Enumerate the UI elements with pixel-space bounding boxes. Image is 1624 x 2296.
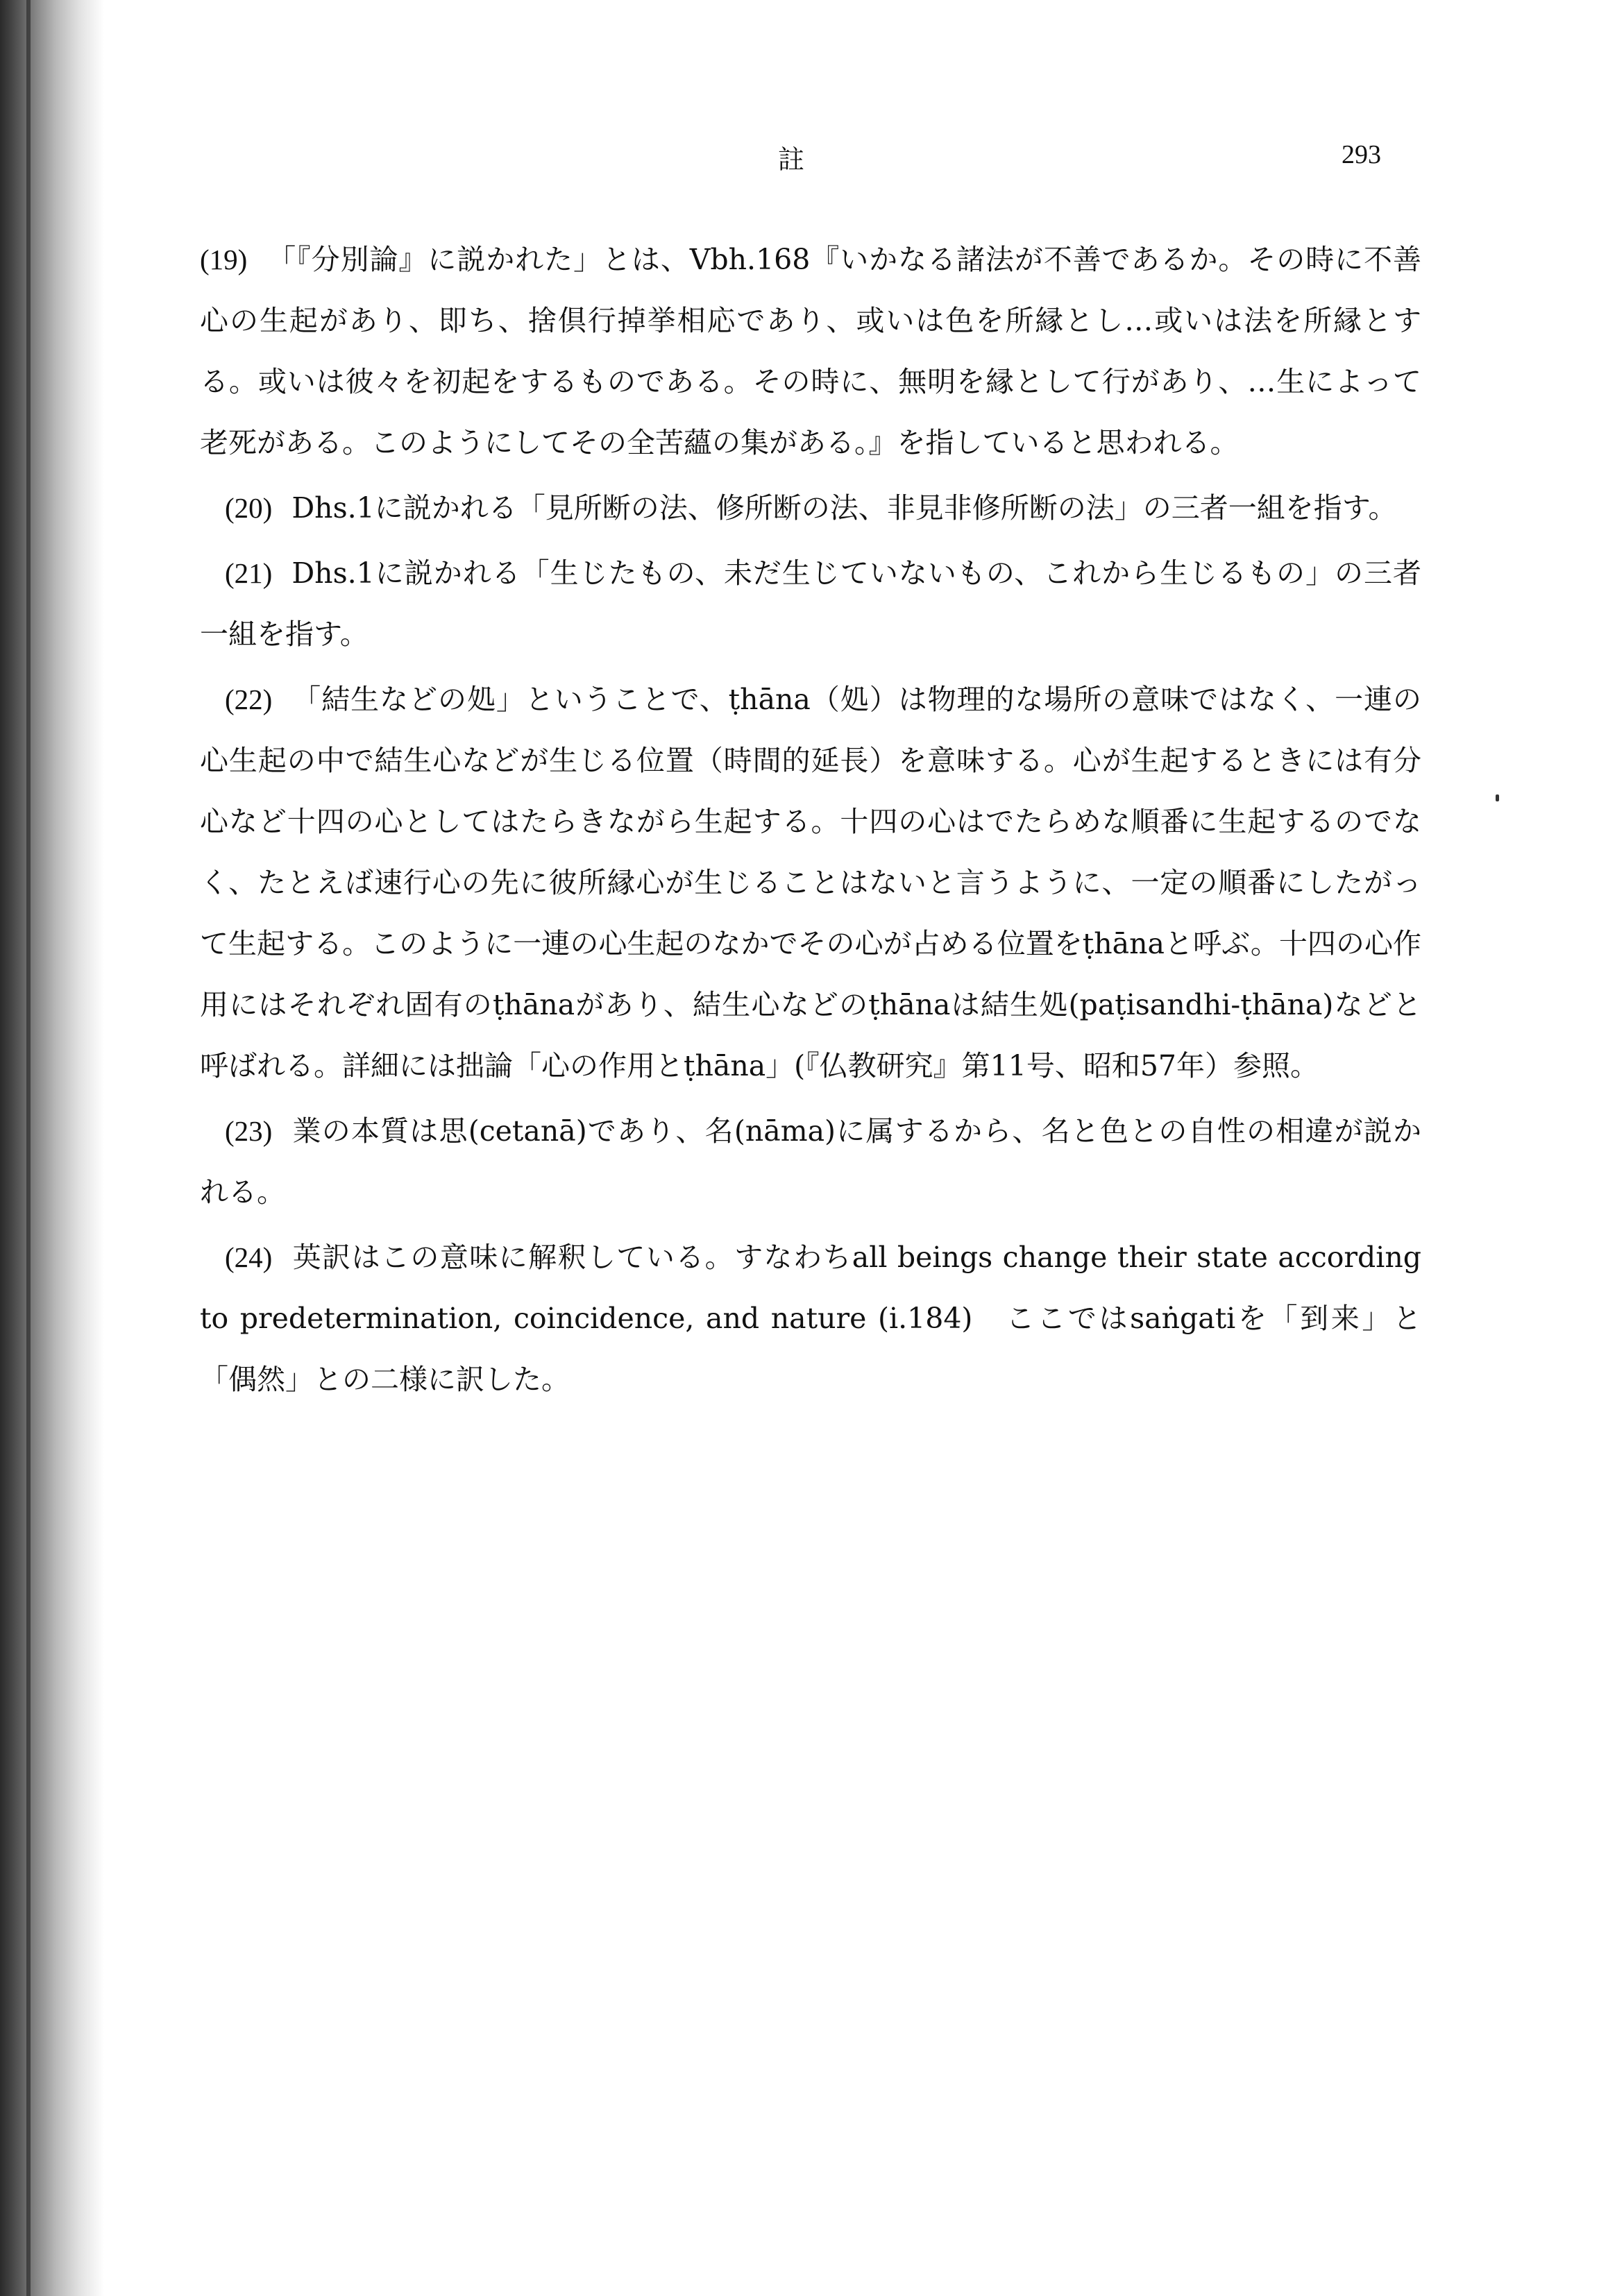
endnote <box>200 1100 1421 1223</box>
endnote-text: Dhs.1に説かれる「見所断の法、修所断の法、非見非修所断の法」の三者一組を指す。 <box>291 491 1397 525</box>
endnote-text: 「結生などの処」ということで、ṭhāna（処）は物理的な場所の意味ではなく、一連の心生起の中で結生心などが生じる位置（時間的延長）を意味する。心が生起するときには有分心など十四の心としてはたらきながら生起する。十四の心はでたらめな順番に生起するのでなく、たとえば速行心の先に彼所縁心が生じることはないと言うように、一定の順番にしたがって生起する。このように一連の心生起のなかでその心が占める位置をṭhānaと呼ぶ。十四の心作用にはそれぞれ固有のṭhānaがあり、結生心などのṭhānaは結生処(paṭisandhi-ṭhāna)などと呼ばれる。詳細には拙論「心の作用とṭhāna」(『仏教研究』第11号、昭和57年）参照。 <box>200 683 1421 1082</box>
endnote <box>200 1227 1421 1410</box>
endnote-number: (23) <box>225 1115 273 1147</box>
running-head: 註 <box>777 144 804 175</box>
endnote-text: Dhs.1に説かれる「生じたもの、未だ生じていないもの、これから生じるもの」の三者一組を指す。 <box>200 556 1421 651</box>
endnote-number: (24) <box>225 1241 273 1273</box>
endnote <box>200 543 1421 665</box>
endnotes-list <box>200 229 1421 1414</box>
endnote-text: 「『分別論』に説かれた」とは、Vbh.168『いかなる諸法が不善であるか。その時に不善心の生起があり、即ち、捨倶行掉挙相応であり、或いは色を所縁とし…或いは法を所縁とする。或いは彼々を初起をするものである。その時に、無明を縁として行があり、…生によって老死がある。このようにしてその全苦蘊の集がある。』を指していると思われる。 <box>200 243 1421 459</box>
binding-shadow <box>0 0 104 2296</box>
binding-edge-line <box>26 0 31 2296</box>
page-number: 293 <box>1342 140 1381 169</box>
endnote-number: (21) <box>225 557 273 589</box>
endnote-number: (19) <box>200 244 248 275</box>
endnote <box>200 229 1421 473</box>
endnote-number: (20) <box>225 492 273 524</box>
endnote-text: 英訳はこの意味に解釈している。すなわちall beings change their state according to predetermination, coincidence, and nature (i.184) ここではsaṅgatiを「到来」と「偶然」との二様に訳した。 <box>200 1241 1421 1396</box>
endnote-text: 業の本質は思(cetanā)であり、名(nāma)に属するから、名と色との自性の相違が説かれる。 <box>200 1114 1421 1209</box>
scan-speck <box>1496 794 1499 801</box>
endnote <box>200 669 1421 1096</box>
endnote-number: (22) <box>225 683 273 715</box>
endnote <box>200 477 1421 538</box>
